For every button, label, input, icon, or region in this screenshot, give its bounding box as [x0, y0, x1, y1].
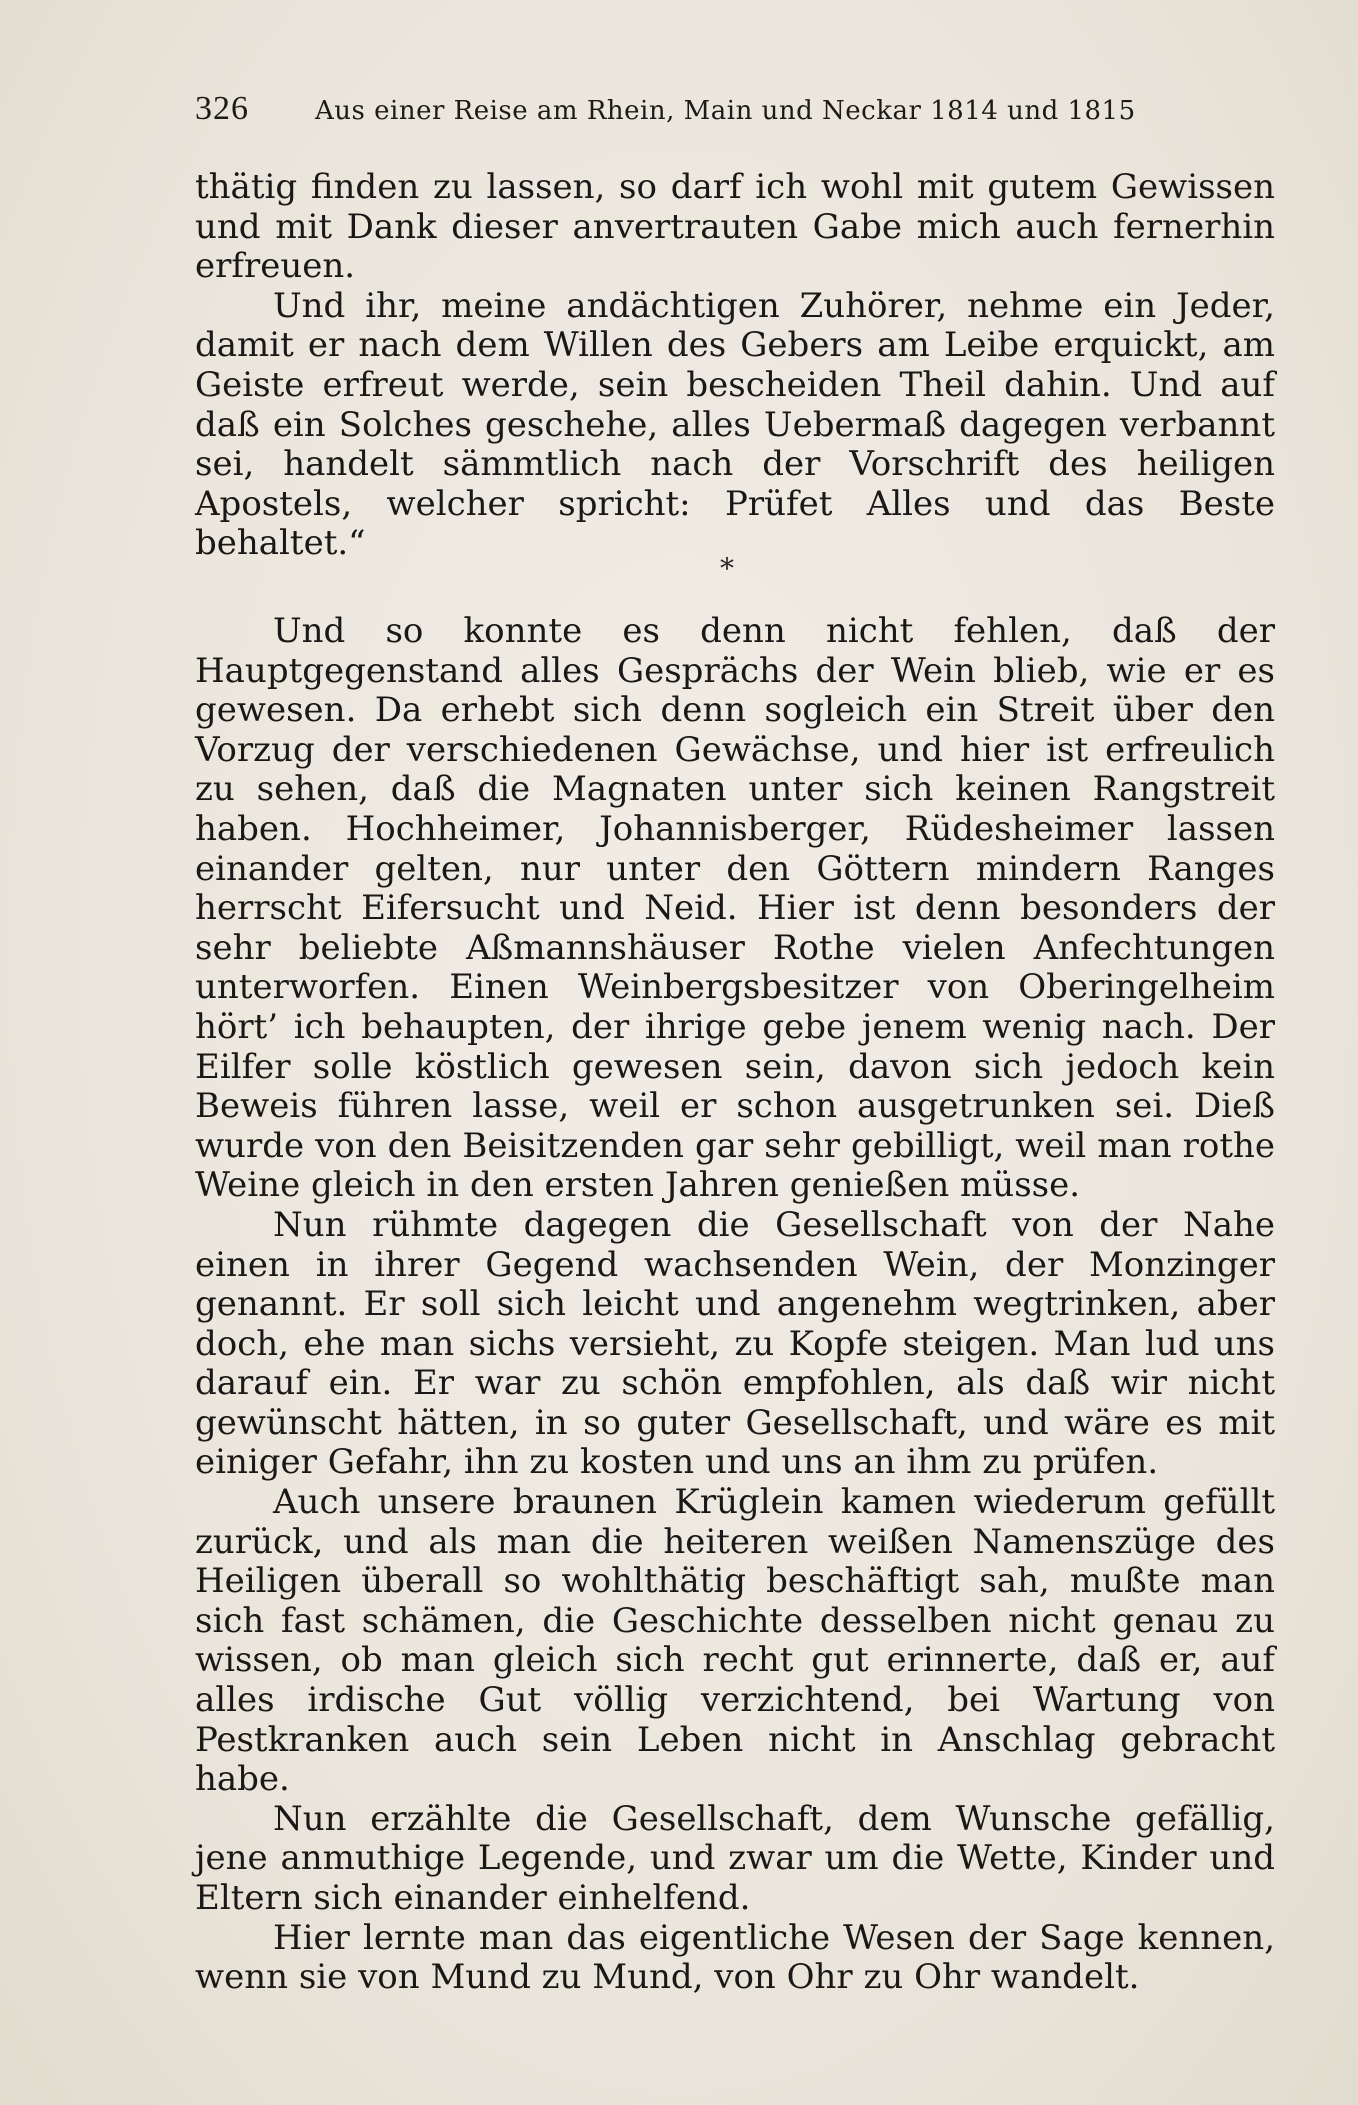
page-number: 326: [195, 90, 249, 127]
paragraph: Auch unsere braunen Krüglein kamen wiederum gefüllt zurück, und als man die heiteren weißen Namenszüge des Heiligen überall so wohlthätig beschäftigt sah, mußte man sich fast schämen, die Geschichte desselben nicht genau zu wissen, ob man gleich sich recht gut erinnerte, daß er, auf alles irdische Gut völlig verzichtend, bei Wartung von Pestkranken auch sein Leben nicht in Anschlag gebracht habe.: [195, 1482, 1275, 1800]
paragraph: Nun erzählte die Gesellschaft, dem Wunsche gefällig, jene anmuthige Legende, und zwar um die Wette, Kinder und Eltern sich einander einhelfend.: [195, 1798, 1275, 1918]
page-header: [195, 88, 1275, 138]
section-divider-asterisk: *: [720, 552, 734, 585]
running-title: Aus einer Reise am Rhein, Main und Neckar 1814 und 1815: [315, 96, 1136, 126]
section-one: [195, 168, 1275, 564]
paragraph-continued: thätig finden zu lassen, so darf ich wohl mit gutem Gewissen und mit Dank dieser anvertrauten Gabe mich auch fernerhin erfreuen.: [195, 167, 1275, 287]
paragraph: Nun rühmte dagegen die Gesellschaft von der Nahe einen in ihrer Gegend wachsenden Wein, der Monzinger genannt. Er soll sich leicht und angenehm wegtrinken, aber doch, ehe man sichs versieht, zu Kopfe steigen. Man lud uns darauf ein. Er war zu schön empfohlen, als daß wir nicht gewünscht hätten, in so guter Gesellschaft, und wäre es mit einiger Gefahr, ihn zu kosten und uns an ihm zu prüfen.: [195, 1204, 1275, 1483]
paragraph: Und so konnte es denn nicht fehlen, daß der Hauptgegenstand alles Gesprächs der Wein blieb, wie er es gewesen. Da erhebt sich denn sogleich ein Streit über den Vorzug der verschiedenen Gewächse, und hier ist erfreulich zu sehen, daß die Magnaten unter sich keinen Rangstreit haben. Hochheimer, Johannisberger, Rüdesheimer lassen einander gelten, nur unter den Göttern mindern Ranges herrscht Eifersucht und Neid. Hier ist denn besonders der sehr beliebte Aßmannshäuser Rothe vielen Anfechtungen unterworfen. Einen Weinbergsbesitzer von Oberingelheim hört’ ich behaupten, der ihrige gebe jenem wenig nach. Der Eilfer solle köstlich gewesen sein, davon sich jedoch kein Beweis führen lasse, weil er schon ausgetrunken sei. Dieß wurde von den Beisitzenden gar sehr gebilligt, weil man rothe Weine gleich in den ersten Jahren genießen müsse.: [195, 611, 1275, 1206]
paragraph: Und ihr, meine andächtigen Zuhörer, nehme ein Jeder, damit er nach dem Willen des Gebers am Leibe erquickt, am Geiste erfreut werde, sein bescheiden Theil dahin. Und auf daß ein Solches geschehe, alles Uebermaß dagegen verbannt sei, handelt sämmtlich nach der Vorschrift des heiligen Apostels, welcher spricht: Prüfet Alles und das Beste behaltet.“: [195, 285, 1275, 564]
paragraph: Hier lernte man das eigentliche Wesen der Sage kennen, wenn sie von Mund zu Mund, von Ohr zu Ohr wandelt.: [195, 1917, 1275, 1998]
section-two: [195, 612, 1275, 1998]
